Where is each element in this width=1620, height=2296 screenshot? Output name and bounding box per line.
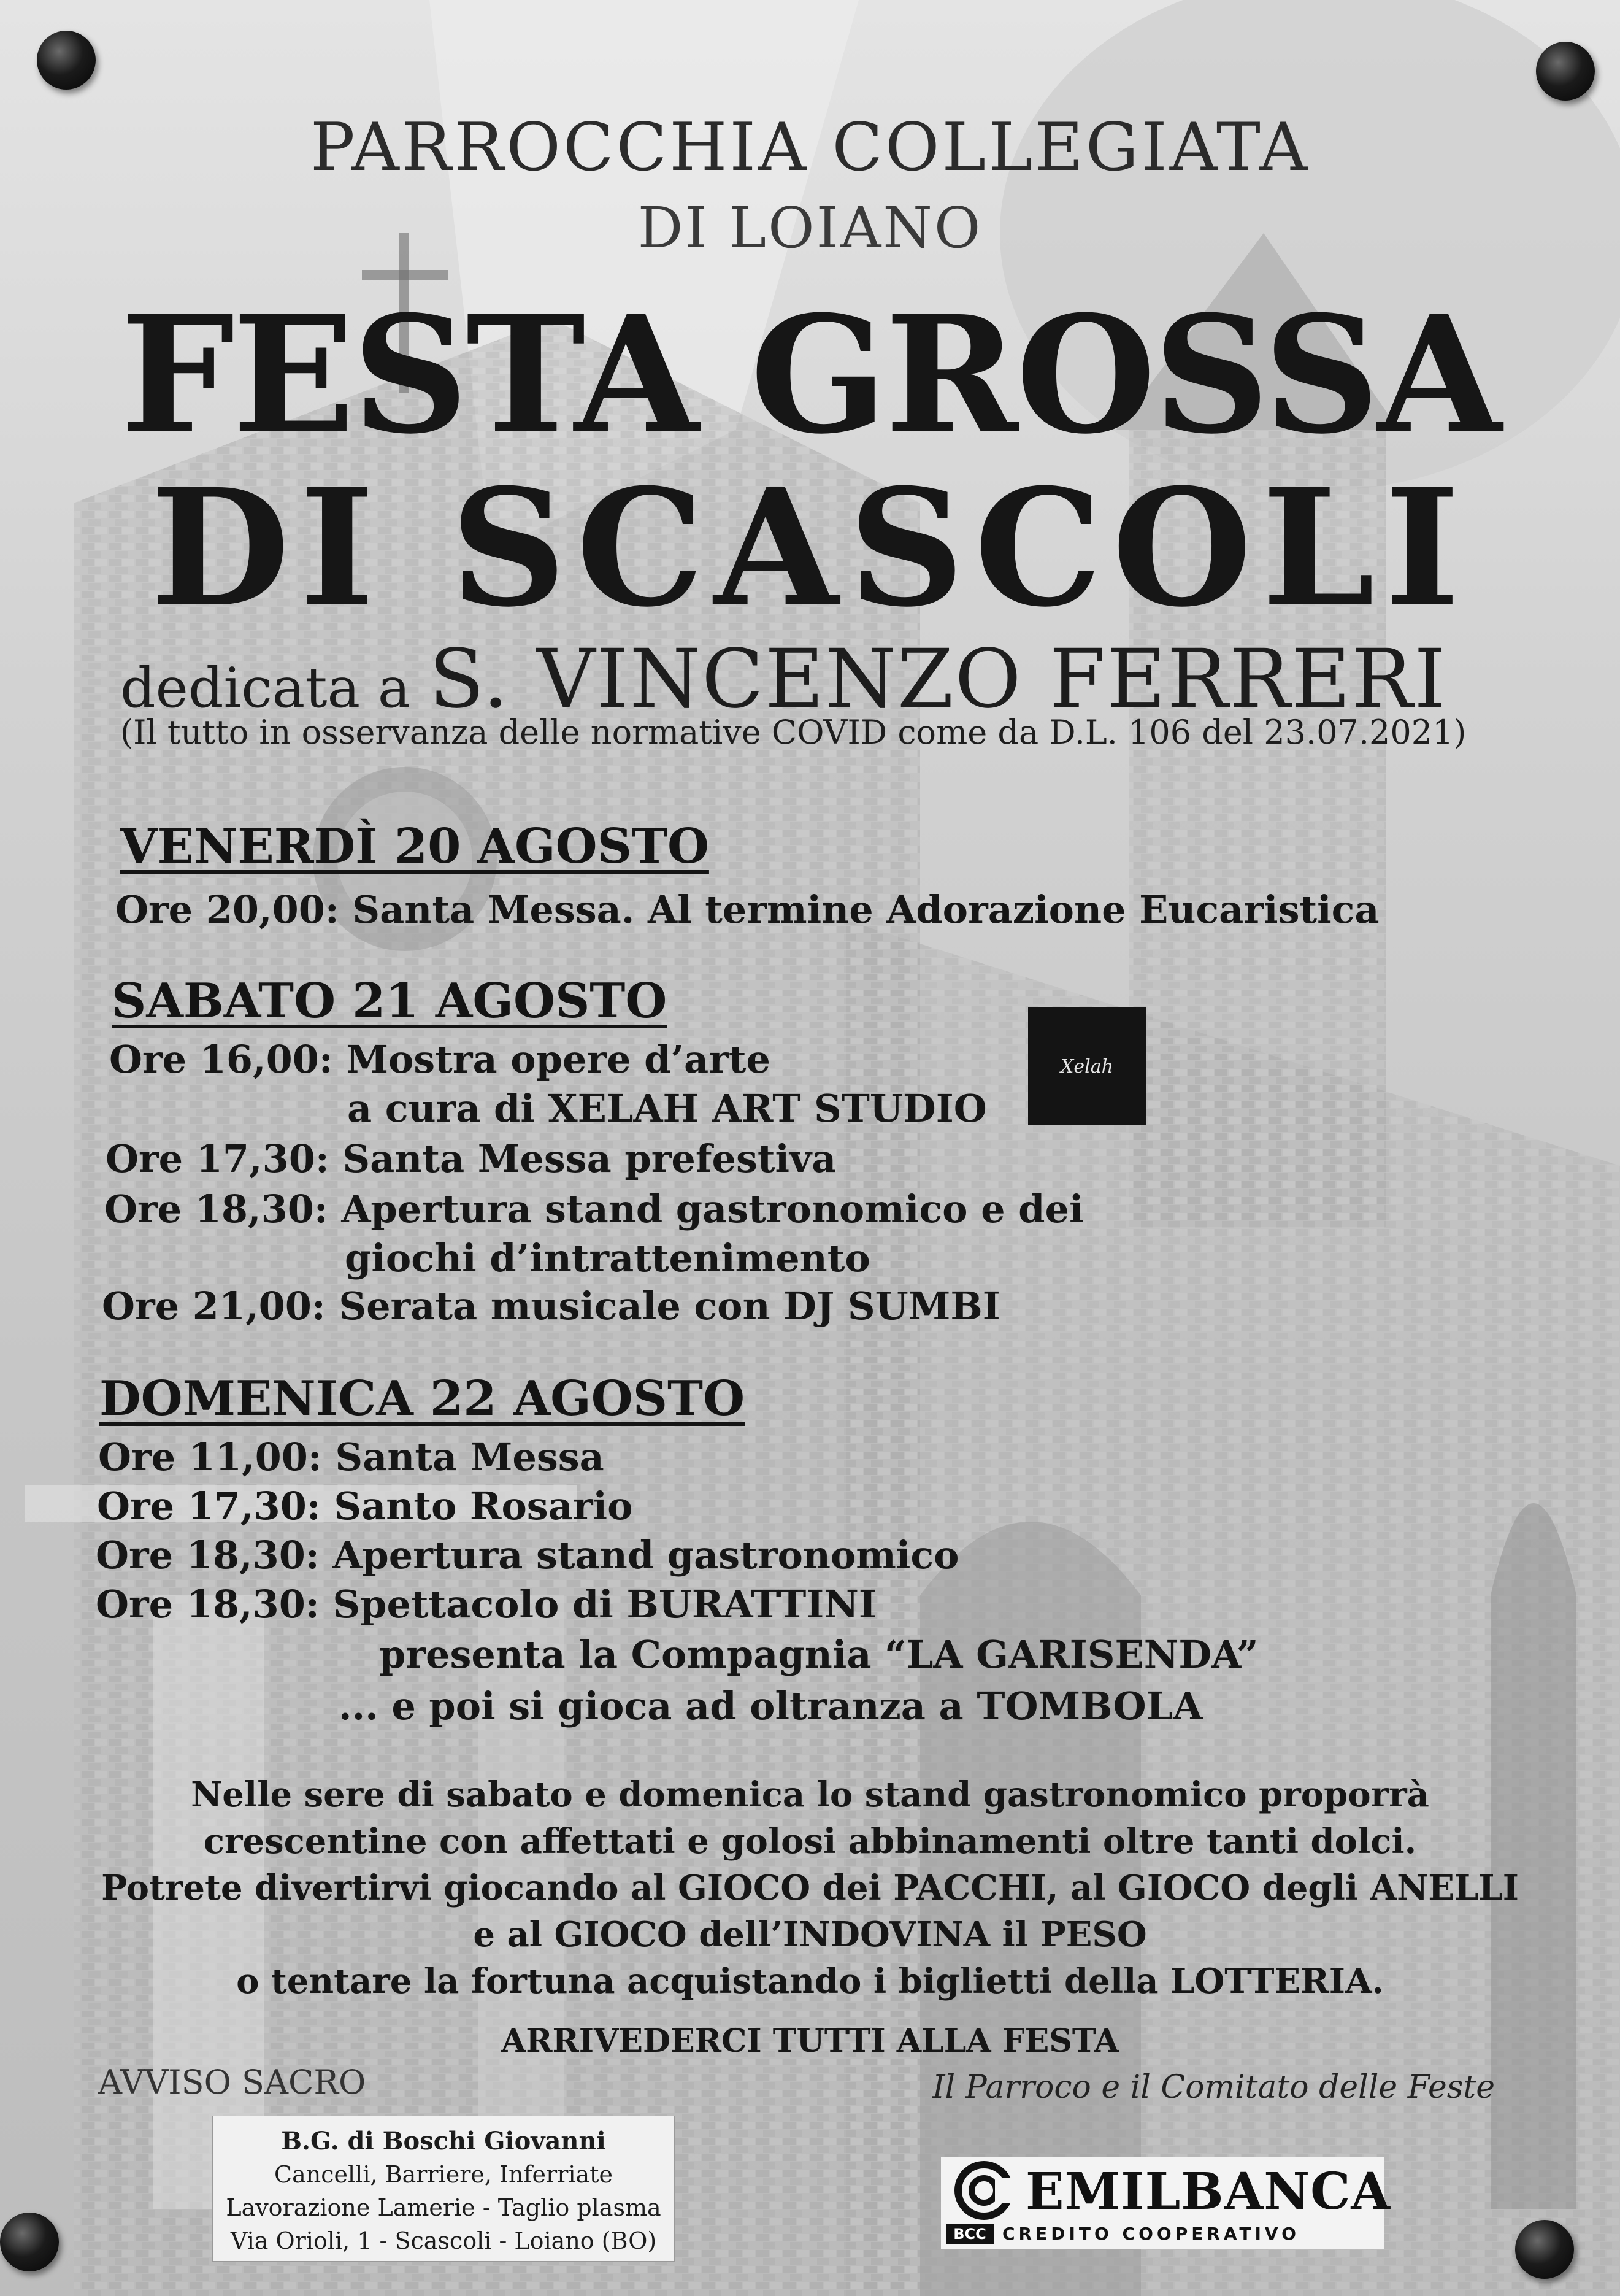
pin-top-right-icon	[1536, 42, 1595, 101]
program-item: Ore 17,30: Santa Messa prefestiva	[106, 1136, 837, 1181]
program-item: Ore 21,00: Serata musicale con DJ SUMBI	[102, 1284, 1000, 1328]
bank-badge: BCC	[946, 2224, 994, 2244]
dedication-prefix: dedicata a	[120, 656, 411, 720]
parish-location: DI LOIANO	[637, 195, 983, 261]
notes-line: e al GIOCO dell’INDOVINA il PESO	[473, 1914, 1147, 1955]
signature-line: Il Parroco e il Comitato delle Feste	[932, 2069, 1495, 2106]
notes-line: Potrete divertirvi giocando al GIOCO dei PACCHI, al GIOCO degli ANELLI	[101, 1868, 1519, 1908]
program-item: Ore 20,00: Santa Messa. Al termine Adorazione Eucaristica	[115, 887, 1380, 932]
bank-name: EMILBANCA	[1026, 2162, 1391, 2221]
sponsor-bg-line: Lavorazione Lamerie - Taglio plasma	[226, 2194, 661, 2221]
pin-bottom-right-icon	[1515, 2220, 1574, 2279]
bank-subtitle: CREDITO COOPERATIVO	[1002, 2224, 1300, 2244]
program-item: Ore 18,30: Spettacolo di BURATTINI	[96, 1582, 877, 1627]
crescent-moon-icon	[1050, 1030, 1124, 1103]
program-item: Ore 16,00: Mostra opere d’arte	[109, 1037, 770, 1082]
parish-name: PARROCCHIA COLLEGIATA	[310, 109, 1310, 186]
xelah-logo	[1028, 1007, 1146, 1125]
festa-title-line-2: DI SCASCOLI	[150, 453, 1470, 642]
program-item: presenta la Compagnia “LA GARISENDA”	[379, 1632, 1259, 1677]
dedication-saint: S. VINCENZO FERRERI	[429, 632, 1448, 726]
covid-note: (Il tutto in osservanza delle normative COVID come da D.L. 106 del 23.07.2021)	[120, 713, 1467, 752]
xelah-logo-text: Xelah	[1061, 1055, 1113, 1077]
program-item: Ore 11,00: Santa Messa	[98, 1435, 604, 1479]
pin-top-left-icon	[37, 31, 96, 90]
dedication	[120, 632, 1447, 726]
closing-line: ARRIVEDERCI TUTTI ALLA FESTA	[501, 2022, 1119, 2060]
program-item: Ore 18,30: Apertura stand gastronomico	[96, 1533, 959, 1578]
sponsor-bank-logo	[941, 2157, 1391, 2249]
notes-line: crescentine con affettati e golosi abbinamenti oltre tanti dolci.	[203, 1821, 1417, 1862]
sponsor-bg-name: B.G. di Boschi Giovanni	[281, 2127, 606, 2155]
sponsor-bg-box	[212, 2116, 675, 2262]
day-heading-friday: VENERDÌ 20 AGOSTO	[120, 819, 709, 874]
program-item: ... e poi si gioca ad oltranza a TOMBOLA	[339, 1684, 1203, 1728]
festa-title-line-1: FESTA GROSSA	[120, 280, 1500, 469]
avviso-sacro: AVVISO SACRO	[98, 2063, 366, 2101]
notes-line: Nelle sere di sabato e domenica lo stand gastronomico proporrà	[191, 1774, 1429, 1815]
emilbanca-mark-icon	[947, 2160, 1021, 2221]
day-heading-sunday: DOMENICA 22 AGOSTO	[99, 1371, 745, 1427]
day-heading-saturday: SABATO 21 AGOSTO	[112, 973, 667, 1029]
sponsor-bg-line: Cancelli, Barriere, Inferriate	[274, 2161, 613, 2188]
program-item: Ore 17,30: Santo Rosario	[97, 1484, 633, 1528]
program-item: Ore 18,30: Apertura stand gastronomico e dei	[104, 1187, 1084, 1231]
pin-bottom-left-icon	[0, 2213, 59, 2271]
notes-line: o tentare la fortuna acquistando i biglietti della LOTTERIA.	[236, 1961, 1384, 2001]
program-item: a cura di XELAH ART STUDIO	[347, 1086, 987, 1131]
program-item: giochi d’intrattenimento	[345, 1236, 870, 1281]
sponsor-bg-line: Via Orioli, 1 - Scascoli - Loiano (BO)	[230, 2227, 657, 2254]
